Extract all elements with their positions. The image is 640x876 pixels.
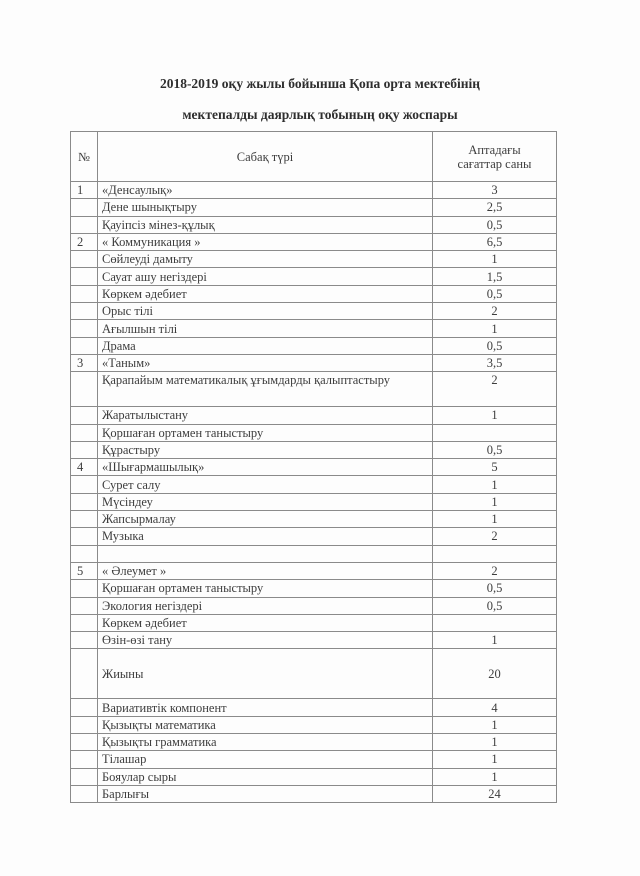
row-hours: 5: [433, 459, 557, 476]
row-number: [71, 699, 98, 716]
row-hours: 0,5: [433, 285, 557, 302]
row-number: [71, 768, 98, 785]
row-subject: Жапсырмалау: [98, 511, 433, 528]
row-subject: Қоршаған ортамен таныстыру: [98, 580, 433, 597]
row-hours: 2,5: [433, 199, 557, 216]
row-subject: Вариативтік компонент: [98, 699, 433, 716]
table-row: [71, 459, 557, 476]
row-number: [71, 320, 98, 337]
table-row: [71, 337, 557, 354]
table-row: [71, 407, 557, 424]
row-hours: 1: [433, 734, 557, 751]
table-row: [71, 354, 557, 371]
row-subject: « Әлеумет »: [98, 562, 433, 579]
row-number: [71, 734, 98, 751]
row-number: [71, 632, 98, 649]
row-subject: Өзін-өзі тану: [98, 632, 433, 649]
row-hours: 1: [433, 511, 557, 528]
table-row: [71, 562, 557, 579]
row-hours: [433, 424, 557, 441]
row-number: [71, 597, 98, 614]
row-number: 2: [71, 233, 98, 250]
table-row: [71, 614, 557, 631]
row-number: [71, 216, 98, 233]
row-hours: 1,5: [433, 268, 557, 285]
row-subject: Қоршаған ортамен таныстыру: [98, 424, 433, 441]
table-row: [71, 251, 557, 268]
row-hours: [433, 614, 557, 631]
row-hours: 1: [433, 716, 557, 733]
row-hours: [433, 545, 557, 562]
table-row: [71, 511, 557, 528]
row-number: [71, 285, 98, 302]
row-hours: 1: [433, 751, 557, 768]
row-hours: 3: [433, 182, 557, 199]
table-row: [71, 199, 557, 216]
row-subject: Орыс тілі: [98, 303, 433, 320]
row-number: [71, 545, 98, 562]
row-hours: 2: [433, 562, 557, 579]
row-number: [71, 337, 98, 354]
table-row: [71, 285, 557, 302]
row-subject: Көркем әдебиет: [98, 614, 433, 631]
row-subject: «Шығармашылық»: [98, 459, 433, 476]
row-number: [71, 251, 98, 268]
row-subject: Жиыны: [98, 649, 433, 699]
row-number: [71, 716, 98, 733]
row-number: [71, 407, 98, 424]
row-subject: Дене шынықтыру: [98, 199, 433, 216]
table-body: [71, 182, 557, 803]
table-row: [71, 424, 557, 441]
table-row: [71, 734, 557, 751]
row-hours: 1: [433, 320, 557, 337]
header-weekly-hours: [433, 132, 557, 182]
row-subject: Экология негіздері: [98, 597, 433, 614]
table-row: [71, 597, 557, 614]
row-subject: « Коммуникация »: [98, 233, 433, 250]
row-number: [71, 268, 98, 285]
row-number: [71, 372, 98, 407]
row-subject: Барлығы: [98, 785, 433, 802]
table-row: [71, 785, 557, 802]
row-number: 3: [71, 354, 98, 371]
row-hours: 20: [433, 649, 557, 699]
table-row: [71, 303, 557, 320]
row-subject: [98, 545, 433, 562]
table-row: [71, 372, 557, 407]
row-hours: 2: [433, 528, 557, 545]
row-subject: Қауіпсіз мінез-құлық: [98, 216, 433, 233]
row-subject: Қызықты математика: [98, 716, 433, 733]
row-subject: Тілашар: [98, 751, 433, 768]
row-hours: 0,5: [433, 216, 557, 233]
table-row: [71, 768, 557, 785]
document-title-line-1: 2018-2019 оқу жылы бойынша Қопа орта мектебінің: [159, 76, 481, 91]
table-row: [71, 580, 557, 597]
row-hours: 6,5: [433, 233, 557, 250]
table-row: [71, 233, 557, 250]
table-row: [71, 476, 557, 493]
table-row: [71, 528, 557, 545]
row-subject: Көркем әдебиет: [98, 285, 433, 302]
row-subject: Музыка: [98, 528, 433, 545]
row-subject: Драма: [98, 337, 433, 354]
row-hours: 0,5: [433, 441, 557, 458]
row-number: [71, 424, 98, 441]
table-row: [71, 493, 557, 510]
row-hours: 0,5: [433, 580, 557, 597]
row-number: [71, 785, 98, 802]
table-row: [71, 632, 557, 649]
row-number: [71, 303, 98, 320]
row-hours: 1: [433, 493, 557, 510]
table-header-row: [71, 132, 557, 182]
row-number: [71, 493, 98, 510]
row-subject: Сөйлеуді дамыту: [98, 251, 433, 268]
row-subject: Мүсіндеу: [98, 493, 433, 510]
row-hours: 1: [433, 251, 557, 268]
header-number: №: [71, 132, 98, 182]
document-title-line-2: мектепалды даярлық тобының оқу жоспары: [182, 107, 458, 122]
row-number: 5: [71, 562, 98, 579]
table-row: [71, 649, 557, 699]
row-hours: 3,5: [433, 354, 557, 371]
row-subject: Құрастыру: [98, 441, 433, 458]
curriculum-table: [70, 131, 557, 803]
row-subject: Қызықты грамматика: [98, 734, 433, 751]
table-row: [71, 699, 557, 716]
table-row: [71, 441, 557, 458]
row-hours: 0,5: [433, 337, 557, 354]
header-weekly-hours-line-2: сағаттар саны: [457, 156, 532, 171]
row-hours: 0,5: [433, 597, 557, 614]
row-hours: 2: [433, 372, 557, 407]
row-hours: 2: [433, 303, 557, 320]
header-subject: Сабақ түрі: [98, 132, 433, 182]
row-number: [71, 751, 98, 768]
table-row: [71, 716, 557, 733]
row-number: [71, 476, 98, 493]
table-row: [71, 545, 557, 562]
row-number: [71, 649, 98, 699]
row-subject: Сурет салу: [98, 476, 433, 493]
row-hours: 24: [433, 785, 557, 802]
table-row: [71, 751, 557, 768]
table-row: [71, 182, 557, 199]
row-hours: 4: [433, 699, 557, 716]
row-subject: Сауат ашу негіздері: [98, 268, 433, 285]
header-weekly-hours-line-1: Аптадағы: [468, 142, 521, 157]
row-subject: «Денсаулық»: [98, 182, 433, 199]
row-subject: «Таным»: [98, 354, 433, 371]
row-number: [71, 199, 98, 216]
row-number: [71, 511, 98, 528]
row-number: 1: [71, 182, 98, 199]
row-subject: Қарапайым математикалық ұғымдарды қалыптастыру: [98, 372, 433, 407]
row-number: [71, 614, 98, 631]
row-subject: Ағылшын тілі: [98, 320, 433, 337]
row-number: 4: [71, 459, 98, 476]
row-number: [71, 441, 98, 458]
table-row: [71, 320, 557, 337]
table-row: [71, 216, 557, 233]
row-hours: 1: [433, 407, 557, 424]
row-subject: Жаратылыстану: [98, 407, 433, 424]
row-number: [71, 528, 98, 545]
table-row: [71, 268, 557, 285]
row-hours: 1: [433, 768, 557, 785]
row-hours: 1: [433, 632, 557, 649]
row-subject: Бояулар сыры: [98, 768, 433, 785]
row-hours: 1: [433, 476, 557, 493]
row-number: [71, 580, 98, 597]
